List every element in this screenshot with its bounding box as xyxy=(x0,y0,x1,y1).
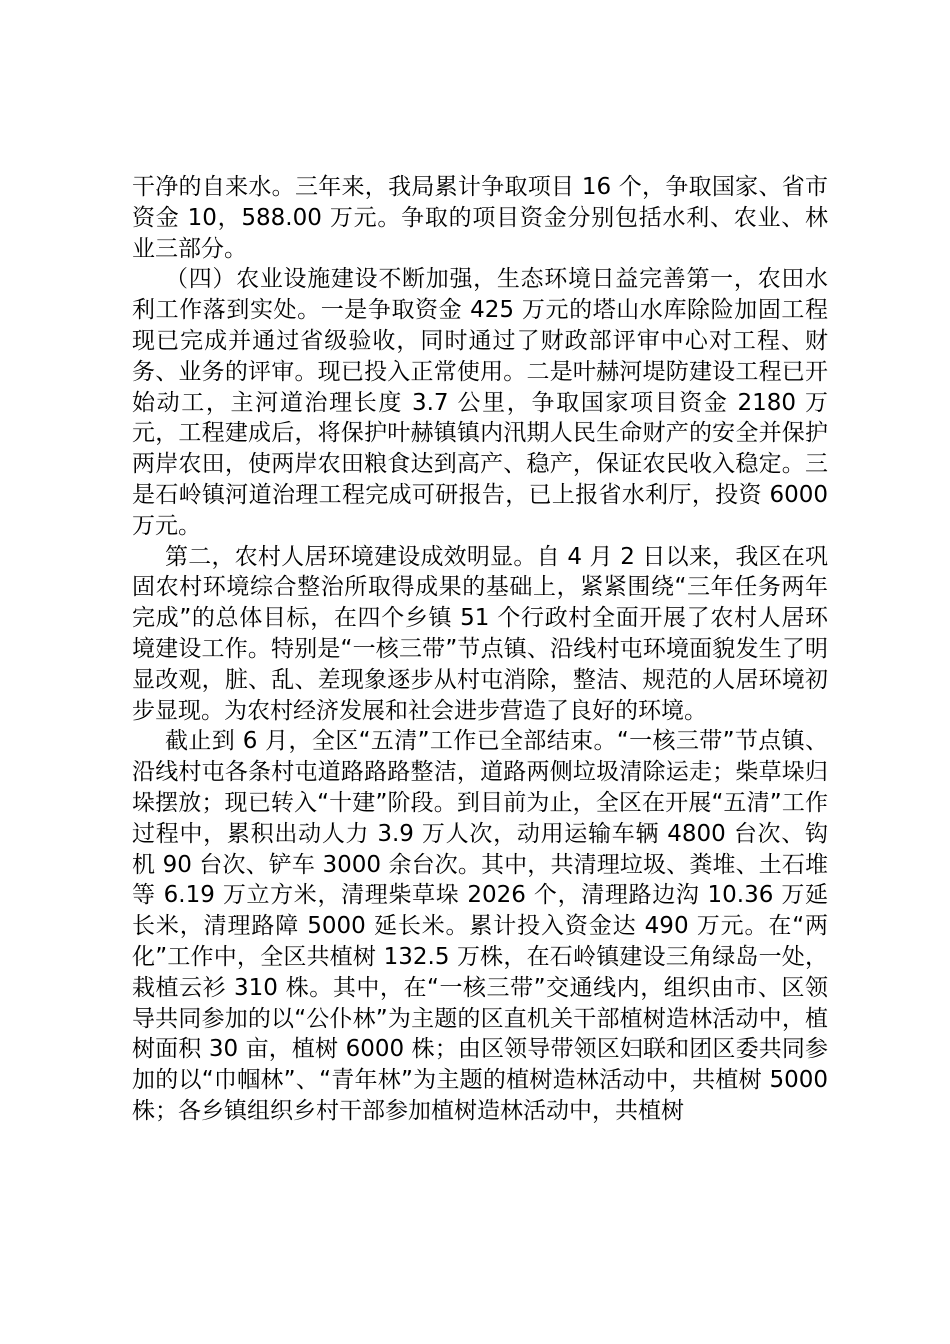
paragraph-wuqing-work: 截止到 6 月，全区“五清”工作已全部结束。“一核三带”节点镇、沿线村屯各条村屯道路路路整洁，道路两侧垃圾清除运走；柴草垛归垛摆放；现已转入“十建”阶段。到目前为止，全区在开展“五清”工作过程中，累积出动人力 3.9 万人次，动用运输车辆 4800 台次、钩机 90 台次、铲车 3000 余台次。其中，共清理垃圾、粪堆、土石堆等 6.19 万立方米，清理柴草垛 2026 个，清理路边沟 10.36 万延长米，清理路障 5000 延长米。累计投入资金达 490 万元。在“两化”工作中，全区共植树 132.5 万株，在石岭镇建设三角绿岛一处，栽植云衫 310 株。其中，在“一核三带”交通线内，组织由市、区领导共同参加的以“公仆林”为主题的区直机关干部植树造林活动中，植树面积 30 亩，植树 6000 株；由区领导带领区妇联和团区委共同参加的以“巾帼林”、“青年林”为主题的植树造林活动中，共植树 5000 株；各乡镇组织乡村干部参加植树造林活动中，共植树 xyxy=(132,728,828,1124)
document-body xyxy=(132,172,828,1127)
paragraph-rural-environment: 第二，农村人居环境建设成效明显。自 4 月 2 日以来，我区在巩固农村环境综合整治所取得成果的基础上，紧紧围绕“三年任务两年完成”的总体目标，在四个乡镇 51 个行政村全面开展了农村人居环境建设工作。特别是“一核三带”节点镇、沿线村屯环境面貌发生了明显改观，脏、乱、差现象逐步从村屯消除，整洁、规范的人居环境初步显现。为农村经济发展和社会进步营造了良好的环境。 xyxy=(132,543,828,724)
paragraph-funding-summary: 干净的自来水。三年来，我局累计争取项目 16 个，争取国家、省市资金 10，588.00 万元。争取的项目资金分别包括水利、农业、林业三部分。 xyxy=(132,174,828,262)
paragraph-agricultural-facilities: （四）农业设施建设不断加强，生态环境日益完善第一，农田水利工作落到实处。一是争取资金 425 万元的塔山水库除险加固工程现已完成并通过省级验收，同时通过了财政部评审中心对工程、财务、业务的评审。现已投入正常使用。二是叶赫河堤防建设工程已开始动工，主河道治理长度 3.7 公里，争取国家项目资金 2180 万元，工程建成后，将保护叶赫镇镇内汛期人民生命财产的安全并保护两岸农田，使两岸农田粮食达到高产、稳产，保证农民收入稳定。三是石岭镇河道治理工程完成可研报告，已上报省水利厅，投资 6000 万元。 xyxy=(132,266,828,539)
